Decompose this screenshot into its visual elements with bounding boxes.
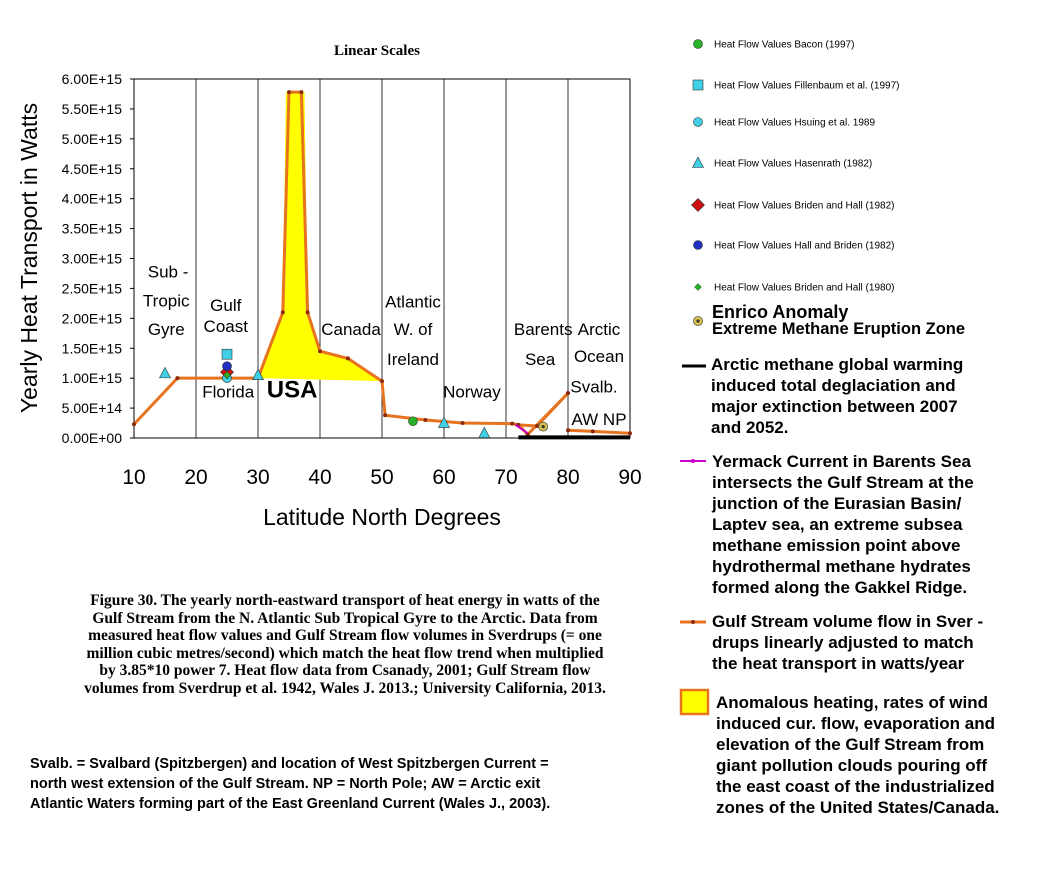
annotation-wof: W. of [393, 320, 433, 340]
annotation-ireland: Ireland [387, 350, 439, 370]
legend-line: elevation of the Gulf Stream from [716, 735, 985, 754]
legend-marker-icon [695, 284, 702, 291]
enrico-core [696, 319, 699, 322]
legend-line: Yermack Current in Barents Sea [712, 452, 971, 471]
legend-marker-label: Heat Flow Values Bacon (1997) [714, 39, 855, 51]
legend-marker-label: Heat Flow Values Hall and Briden (1982) [714, 240, 895, 252]
caption-line: measured heat flow values and Gulf Stream flow volumes in Sverdrups (= one [88, 627, 602, 644]
legend-line: Anomalous heating, rates of wind [716, 693, 989, 712]
data-point [223, 362, 232, 371]
y-tick-label: 1.50E+15 [61, 340, 122, 357]
note-line: Atlantic Waters forming part of the East Greenland Current (Wales J., 2003). [30, 796, 551, 812]
legend-yellow-box [681, 690, 708, 714]
legend-marker-icon [694, 241, 703, 250]
caption-line: volumes from Sverdrup et al. 1942, Wales J. 2013.; University California, 2013. [84, 679, 606, 697]
series-vertex [628, 431, 632, 435]
legend-marker-icon [693, 80, 703, 90]
legend-line: drups linearly adjusted to match [712, 633, 974, 652]
note-line: north west extension of the Gulf Stream. NP = North Pole; AW = Arctic exit [30, 776, 541, 792]
series-vertex [346, 356, 350, 360]
legend-marker-icon [694, 118, 703, 127]
y-tick-label: 5.00E+14 [61, 400, 122, 417]
note-line: Svalb. = Svalbard (Spitzbergen) and location of West Spitzbergen Current = [30, 756, 549, 772]
y-tick-label: 3.00E+15 [61, 250, 122, 267]
x-tick-label: 50 [370, 466, 394, 489]
data-point [409, 417, 418, 426]
series-vertex [510, 422, 514, 426]
annotation-sub: Sub - [147, 262, 189, 282]
data-point [479, 427, 490, 438]
x-tick-label: 40 [308, 466, 332, 489]
legend-marker-label: Heat Flow Values Briden and Hall (1980) [714, 282, 895, 294]
y-tick-label: 5.50E+15 [61, 100, 122, 117]
series-vertex [383, 413, 387, 417]
legend-line: induced total deglaciation and [711, 376, 956, 395]
legend-line: formed along the Gakkel Ridge. [712, 578, 968, 597]
legend-marker-label: Heat Flow Values Hasenrath (1982) [714, 158, 873, 170]
y-tick-label: 3.50E+15 [61, 220, 122, 237]
annotation-norway: Norway [443, 382, 501, 402]
y-tick-label: 2.50E+15 [61, 280, 122, 297]
legend-line: induced cur. flow, evaporation and [716, 714, 995, 733]
annotation-tropic: Tropic [142, 291, 190, 311]
legend-yellow-text [716, 692, 999, 818]
series-line [518, 393, 568, 426]
series-vertex [299, 90, 303, 94]
legend-marker-label: Heat Flow Values Briden and Hall (1982) [714, 200, 895, 212]
series-vertex [175, 376, 179, 380]
x-tick-label: 90 [618, 466, 642, 489]
legend-line: Laptev sea, an extreme subsea [712, 515, 963, 534]
annotation-usa: USA [266, 376, 318, 404]
annotation-atlantic: Atlantic [385, 292, 441, 312]
annotation-florida: Florida [202, 382, 255, 402]
legend-marker-icon [692, 199, 705, 212]
legend-magenta-dot [691, 459, 695, 463]
legend-line: intersects the Gulf Stream at the [712, 473, 974, 492]
data-point [539, 422, 548, 431]
annotation-arctic: Arctic [577, 320, 621, 340]
legend-orange-dot [691, 620, 695, 624]
legend-enrico-line2: Extreme Methane Eruption Zone [712, 320, 966, 338]
x-tick-label: 10 [122, 466, 146, 489]
series-vertex [318, 349, 322, 353]
legend-line: hydrothermal methane hydrates [712, 557, 971, 576]
y-tick-label: 4.50E+15 [61, 160, 122, 177]
legend-line: major extinction between 2007 [711, 397, 958, 416]
y-axis-label: Yearly Heat Transport in Watts [16, 102, 42, 414]
x-tick-label: 70 [494, 466, 518, 489]
legend-magenta-text [712, 451, 974, 598]
legend-line: methane emission point above [712, 536, 961, 555]
annotation-coast: Coast [203, 317, 248, 337]
legend-enrico-text [712, 304, 965, 338]
series-vertex [566, 391, 570, 395]
legend-line: Gulf Stream volume flow in Sver - [712, 612, 984, 631]
series-vertex [566, 428, 570, 432]
x-axis-label: Latitude North Degrees [263, 504, 501, 530]
annotation-gyre: Gyre [147, 320, 185, 340]
legend-line: and 2052. [711, 418, 789, 437]
series-vertex [306, 310, 310, 314]
annotation-barents: Barents [513, 320, 573, 340]
legend-line: the heat transport in watts/year [712, 654, 965, 673]
figure-caption [36, 592, 654, 697]
y-tick-label: 5.00E+15 [61, 130, 122, 147]
annotation-canada: Canada [321, 320, 381, 340]
y-tick-label: 6.00E+15 [61, 71, 122, 87]
series-vertex [132, 422, 136, 426]
series-vertex [281, 310, 285, 314]
legend-line: junction of the Eurasian Basin/ [712, 494, 962, 513]
annotation-svalb: Svalb. [570, 377, 618, 397]
data-point [160, 367, 171, 378]
chart-title: Linear Scales [334, 43, 420, 59]
data-point [222, 349, 232, 359]
y-tick-label: 0.00E+00 [61, 430, 122, 446]
legend-enrico-line1: Enrico Anomaly [712, 302, 849, 322]
legend-orange-text [712, 611, 983, 674]
legend-marker-label: Heat Flow Values Hsuing et al. 1989 [714, 117, 876, 129]
caption-line: million cubic metres/second) which match the heat flow trend when multiplied [86, 644, 604, 662]
legend-line: Arctic methane global warming [711, 355, 964, 374]
x-tick-label: 30 [246, 466, 270, 489]
annotation-sea: Sea [524, 350, 556, 370]
series-vertex [591, 429, 595, 433]
series-vertex [461, 421, 465, 425]
legend-marker-label: Heat Flow Values Fillenbaum et al. (1997) [714, 80, 900, 92]
series-vertex [287, 90, 291, 94]
legend-line: giant pollution clouds pouring off [716, 756, 988, 775]
legend-marker-icon [694, 40, 703, 49]
legend-line: the east coast of the industrialized [716, 777, 995, 796]
annotation-ocean: Ocean [573, 347, 625, 367]
annotation-gulf: Gulf [210, 296, 242, 316]
y-tick-label: 4.00E+15 [61, 190, 122, 207]
x-tick-label: 60 [432, 466, 456, 489]
series-line [568, 430, 630, 433]
legend-marker-icon [693, 157, 704, 168]
series-vertex [380, 379, 384, 383]
annotation-awnp: AW NP [571, 409, 627, 429]
caption-line: Figure 30. The yearly north-eastward transport of heat energy in watts of the [90, 592, 600, 609]
y-tick-label: 2.00E+15 [61, 310, 122, 327]
series-line [134, 92, 568, 434]
x-tick-label: 20 [184, 466, 208, 489]
caption-line: by 3.85*10 power 7. Heat flow data from Csanady, 2001; Gulf Stream flow [99, 662, 591, 679]
legend-line: zones of the United States/Canada. [716, 798, 1000, 817]
x-tick-label: 80 [556, 466, 580, 489]
legend-black-text [711, 354, 963, 438]
enrico-core [542, 425, 545, 428]
caption-line: Gulf Stream from the N. Atlantic Sub Tropical Gyre to the Arctic. Data from [92, 609, 598, 627]
series-vertex [423, 418, 427, 422]
abbreviation-note [30, 754, 700, 814]
legend-enrico-icon [694, 317, 703, 326]
y-tick-label: 1.00E+15 [61, 370, 122, 387]
